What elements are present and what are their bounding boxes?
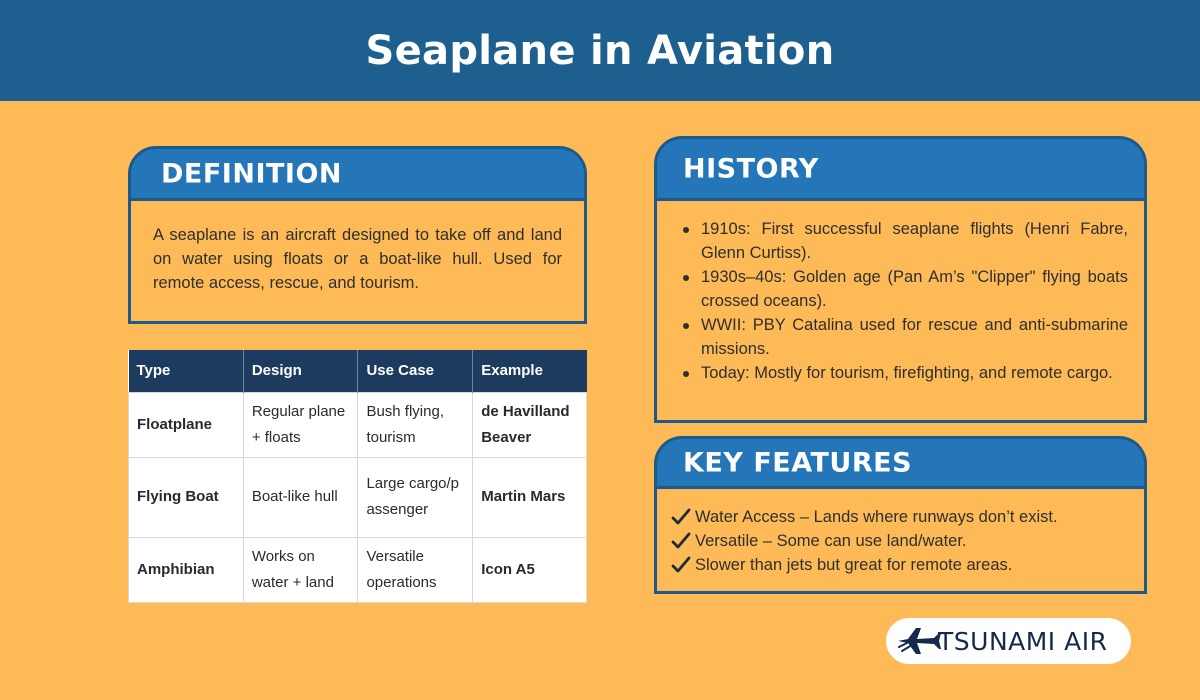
feature-text: Water Access – Lands where runways don’t exist. bbox=[695, 508, 1058, 526]
key-features-tab bbox=[654, 436, 1147, 486]
seaplane-types-table bbox=[128, 350, 587, 603]
table-cell-design: Regular plane + floats bbox=[243, 392, 358, 457]
table-row bbox=[129, 457, 587, 537]
table-row bbox=[129, 392, 587, 457]
table-cell-example: Icon A5 bbox=[473, 537, 587, 602]
feature-text: Slower than jets but great for remote areas. bbox=[695, 556, 1013, 574]
table-cell-example: de Havilland Beaver bbox=[473, 392, 587, 457]
table-cell-use-case: Bush flying, tourism bbox=[358, 392, 473, 457]
table-cell-example: Martin Mars bbox=[473, 457, 587, 537]
table-header-cell: Design bbox=[243, 350, 358, 392]
table-header-row bbox=[129, 350, 587, 392]
airplane-icon bbox=[896, 624, 942, 658]
history-item: 1930s–40s: Golden age (Pan Am’s "Clipper" flying boats crossed oceans). bbox=[681, 265, 1128, 313]
history-item: 1910s: First successful seaplane flights (Henri Fabre, Glenn Curtiss). bbox=[681, 217, 1128, 265]
table-cell-use-case: Versatile operations bbox=[358, 537, 473, 602]
feature-item bbox=[671, 529, 1130, 553]
checkmark-icon bbox=[671, 531, 691, 551]
tsunami-air-logo bbox=[886, 618, 1131, 664]
page-title: Seaplane in Aviation bbox=[365, 27, 835, 74]
table-cell-design: Works on water + land bbox=[243, 537, 358, 602]
key-features-body bbox=[654, 486, 1147, 594]
table-cell-use-case: Large cargo/passenger bbox=[358, 457, 473, 537]
definition-heading: DEFINITION bbox=[161, 158, 343, 189]
key-features-heading: KEY FEATURES bbox=[683, 447, 913, 478]
feature-text: Versatile – Some can use land/water. bbox=[695, 532, 967, 550]
table-cell-type: Floatplane bbox=[129, 392, 244, 457]
feature-item bbox=[671, 553, 1130, 577]
history-tab bbox=[654, 136, 1147, 198]
table-cell-design: Boat-like hull bbox=[243, 457, 358, 537]
history-card bbox=[654, 136, 1147, 423]
table-cell-type: Flying Boat bbox=[129, 457, 244, 537]
table-row bbox=[129, 537, 587, 602]
definition-body bbox=[128, 198, 587, 324]
checkmark-icon bbox=[671, 507, 691, 527]
table-header-cell: Type bbox=[129, 350, 244, 392]
definition-card bbox=[128, 146, 587, 324]
definition-tab bbox=[128, 146, 587, 198]
table-header-cell: Example bbox=[473, 350, 587, 392]
checkmark-icon bbox=[671, 555, 691, 575]
key-features-card bbox=[654, 436, 1147, 594]
header-banner bbox=[0, 0, 1200, 101]
history-heading: HISTORY bbox=[683, 153, 819, 184]
table-header-cell: Use Case bbox=[358, 350, 473, 392]
definition-text: A seaplane is an aircraft designed to take off and land on water using floats or a boat-like hull. Used for remote access, rescue, and tourism. bbox=[153, 226, 562, 292]
feature-item bbox=[671, 505, 1130, 529]
brand-name: TSUNAMI AIR bbox=[938, 626, 1108, 656]
history-body bbox=[654, 198, 1147, 423]
history-item: WWII: PBY Catalina used for rescue and anti-submarine missions. bbox=[681, 313, 1128, 361]
history-list bbox=[681, 217, 1128, 385]
history-item: Today: Mostly for tourism, firefighting, and remote cargo. bbox=[681, 361, 1128, 385]
table-cell-type: Amphibian bbox=[129, 537, 244, 602]
